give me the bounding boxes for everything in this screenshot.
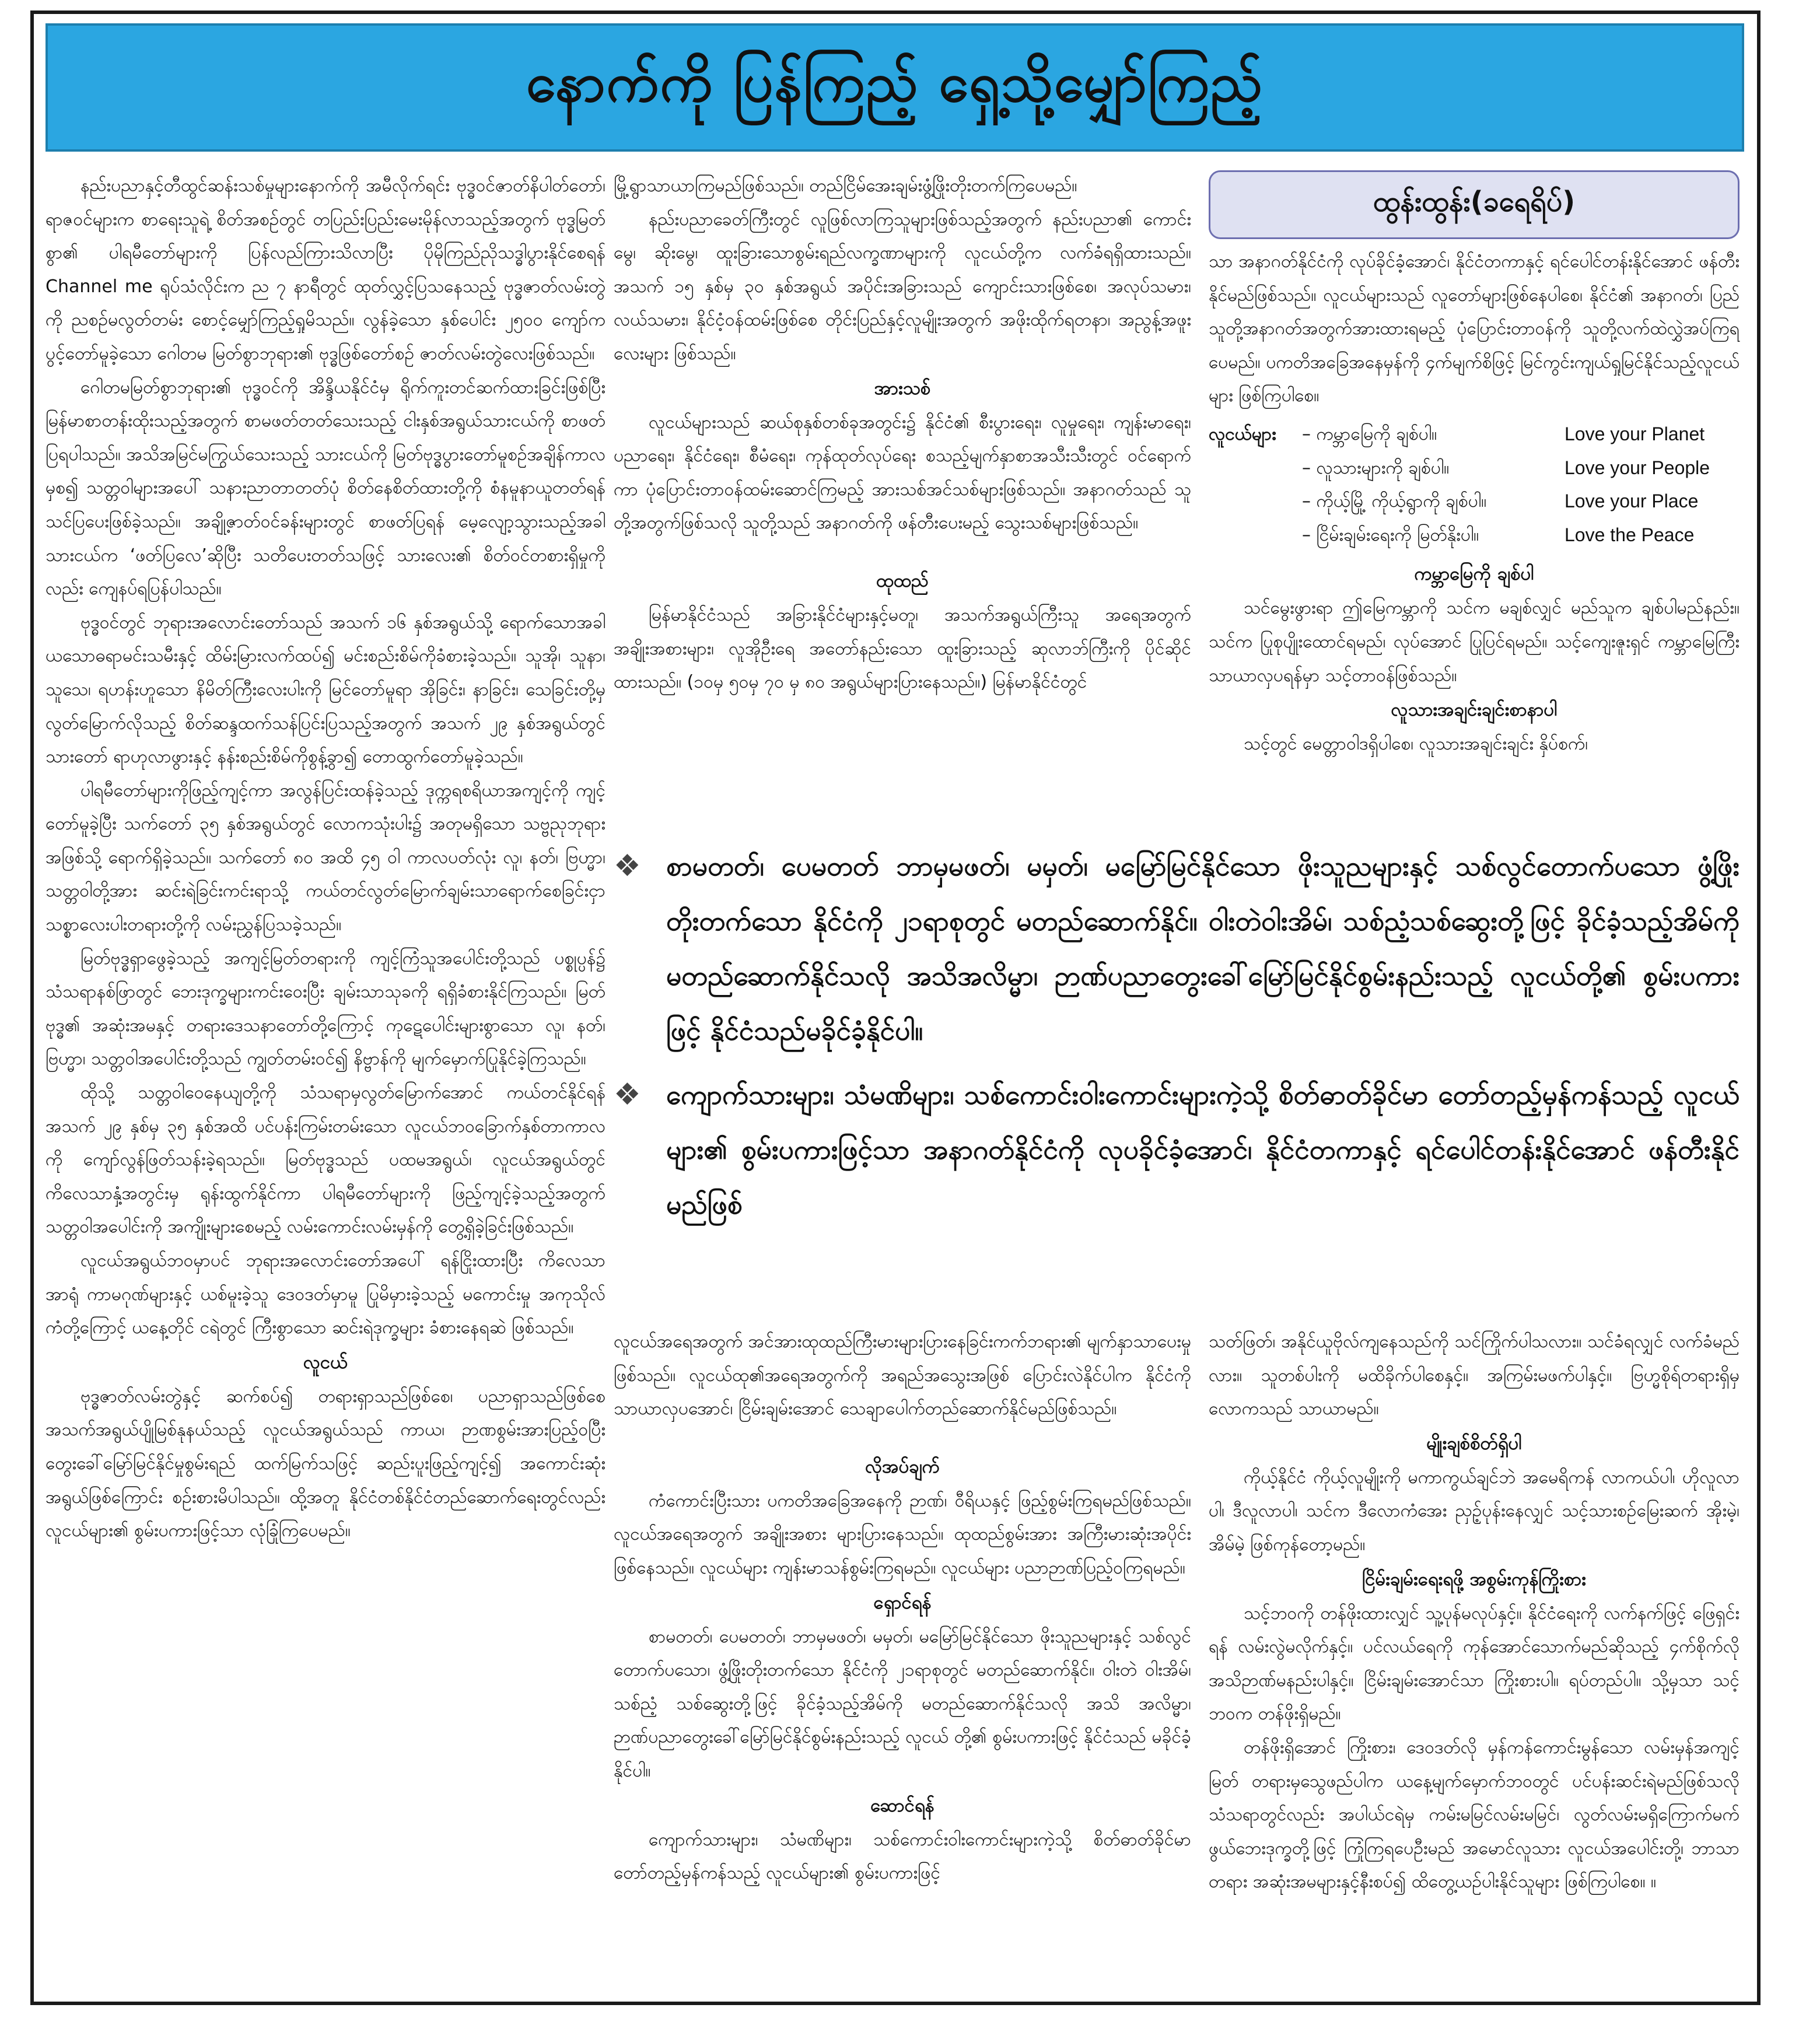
paragraph: မြန်မာနိုင်ငံသည် အခြားနိုင်ငံများနှင့်မတူ၊ အသက်အရွယ်ကြီးသူ အရေအတွက် အချိုးအစားများ၊ လူအိုဦးရေ အတော်နည်းသော ထူးခြားသည့် ဆုလာဘ်ကြီးကို ပိုင်ဆိုင်ထားသည်။ (၁၀မှ ၅၀မှ ၇၀ မှ ၈၀ အရွယ်များပြားနေသည်။) မြန်မာနိုင်ငံတွင် [614, 604, 1191, 693]
slogan-my: – ငြိမ်းချမ်းရေးကို မြတ်နိုးပါ။ [1302, 524, 1479, 545]
diamond-bullet-icon: ❖ [614, 849, 641, 884]
pull-quote [614, 839, 1740, 1320]
pull-quote-item [614, 1067, 1740, 1232]
slogan-row [1209, 485, 1740, 518]
slogan-en: Love your People [1564, 457, 1710, 478]
column-2 [614, 169, 1191, 834]
slogan-my: – ကမ္ဘာမြေကို ချစ်ပါ။ [1302, 423, 1437, 444]
slogan-my: – ကိုယ့်မြို့ ကိုယ့်ရွာကို ချစ်ပါ။ [1302, 491, 1487, 512]
paragraph: သင်မွေးဖွားရာ ဤမြေကမ္ဘာကို သင်က မချစ်လျှင် မည်သူက ချစ်ပါမည်နည်း။ သင်က ပြုစုပျိုးထောင်ရမည်၊ လုပ်အောင် ပြုပြင်ရမည်။ သင့်ကျေးဇူးရှင် ကမ္ဘာမြေကြီး သာယာလှပရန်မှာ သင့်တာဝန်ဖြစ်သည်။ [1209, 598, 1740, 686]
paragraph: ပါရမီတော်များကိုဖြည့်ကျင့်ကာ အလွန်ပြင်းထန်ခဲ့သည့် ဒုက္ကရစရိယာအကျင့်ကို ကျင့်တော်မူခဲ့ပြီး သက်တော် ၃၅ နှစ်အရွယ်တွင် လောကသုံးပါး၌ အတုမရှိသော သဗ္ဗညုဘုရားအဖြစ်သို့ ရောက်ရှိခဲ့သည်။ သက်တော် ၈၀ အထိ ၄၅ ဝါ ကာလပတ်လုံး လူ၊ နတ်၊ ဗြဟ္မာ၊ သတ္တဝါတို့အား ဆင်းရဲခြင်းကင်းရာသို့ ကယ်တင်လွတ်မြောက်ချမ်းသာရောက်စေခြင်းငှာ သစ္စာလေးပါးတရားတို့ကို လမ်းညွှန်ပြသခဲ့သည်။ [46, 780, 606, 935]
page-title: နောက်ကို ပြန်ကြည့် ရှေ့သို့မျှော်ကြည့် [526, 51, 1264, 114]
paragraph: ဂေါတမမြတ်စွာဘုရား၏ ဗုဒ္ဓဝင်ကို အိန္ဒိယနိုင်ငံမှ ရိုက်ကူးတင်ဆက်ထားခြင်းဖြစ်ပြီး မြန်မာစာတန်းထိုးသည့်အတွက် စာမဖတ်တတ်သေးသည့် ငါးနှစ်အရွယ်သားငယ်ကို စာဖတ်ပြရပါသည်။ အသိအမြင်မကြွယ်သေးသည့် သားငယ်ကို မြတ်ဗုဒ္ဓပွားတော်မူစဉ်အချိန်ကာလမှစ၍ သတ္တဝါများအပေါ် သနားညာတာတတ်ပုံ စိတ်နေစိတ်ထားတို့ကို စံနမူနာယူတတ်ရန် သင်ပြပေးဖြစ်ခဲ့သည်။ အချို့ဇာတ်ဝင်ခန်းများတွင် စာဖတ်ပြရန် မေ့လျော့သွားသည့်အခါ သားငယ်က ‘ဖတ်ပြလေ’ဆိုပြီး သတိပေးတတ်သဖြင့် သားလေး၏ စိတ်ဝင်တစားရှိမှုကိုလည်း ကျေနပ်ရပြန်ပါသည်။ [46, 377, 606, 600]
section-heading-earth: ကမ္ဘာမြေကို ချစ်ပါ [1414, 563, 1534, 585]
paragraph: စာမတတ်၊ ပေမတတ်၊ ဘာမှမဖတ်၊ မမှတ်၊ မမြော်မြင်နိုင်သော ဖိုးသူညများနှင့် သစ်လွင်တောက်ပသော၊ ဖွံ့ဖြိုးတိုးတက်သော နိုင်ငံကို ၂၁ရာစုတွင် မတည်ဆောက်နိုင်။ ဝါးတဲ ဝါးအိမ်၊ သစ်ညံ့ သစ်ဆွေးတို့ဖြင့် ခိုင်ခံ့သည့်အိမ်ကို မတည်ဆောက်နိုင်သလို အသိ အလိမ္မာ၊ ဉာဏ်ပညာတွေးခေါ်မြော်မြင်နိုင်စွမ်းနည်းသည့် လူငယ် တို့၏ စွမ်းပကားဖြင့် နိုင်ငံသည် မခိုင်ခံ့နိုင်ပါ။ [614, 1626, 1191, 1781]
slogan-lead: လူငယ်များ [1209, 423, 1276, 444]
slogan-row [1209, 451, 1740, 485]
title-banner [46, 23, 1744, 152]
paragraph: သာ အနာဂတ်နိုင်ငံကို လုပ်ခိုင်ခံ့အောင်၊ နိုင်ငံတကာနှင့် ရင်ပေါင်တန်းနိုင်အောင် ဖန်တီးနိုင်မည်ဖြစ်သည်။ လူငယ်များသည် လူတော်များဖြစ်နေပါစေ၊ နိုင်ငံ၏ အနာဂတ်၊ ပြည်သူတို့အနာဂတ်အတွက်အားထားရမည့် ပုံပြောင်းတာဝန်ကို သူတို့လက်ထဲလွှဲအပ်ကြရပေမည်။ ပကတိအခြေအနေမှန်ကို ၄က်မျက်စိဖြင့် မြင်ကွင်းကျယ်ရှုမြင်နိုင်သည့်လူငယ်များ ဖြစ်ကြပါစေ။ [1209, 251, 1740, 406]
paragraph: လူငယ်များသည် ဆယ်စုနှစ်တစ်ခုအတွင်း၌ နိုင်ငံ၏ စီးပွားရေး၊ လူမှုရေး၊ ကျန်းမာရေး၊ ပညာရေး၊ နိုင်ငံရေး၊ စီမံရေး၊ ကုန်ထုတ်လုပ်ရေး စသည့်မျက်နှာစာအသီးသီးတွင် ဝင်ရောက်ကာ ပုံပြောင်းတာဝန်ထမ်းဆောင်ကြမည့် အားသစ်အင်သစ်များဖြစ်သည်။ အနာဂတ်သည် သူတို့အတွက်ဖြစ်သလို သူတို့သည် အနာဂတ်ကို ဖန်တီးပေးမည့် သွေးသစ်များဖြစ်သည်။ [614, 412, 1191, 534]
column-3 [1209, 245, 1740, 834]
paragraph: လူငယ်အရေအတွက် အင်အားထုထည်ကြီးမားများပြားနေခြင်းကက်ဘရား၏ မျက်နှာသာပေးမှုဖြစ်သည်။ လူငယ်ထု၏အရေအတွက်ကို အရည်အသွေးအဖြစ် ပြောင်းလဲနိုင်ပါက နိုင်ငံကို သာယာလှပအောင်၊ ငြိမ်းချမ်းအောင် သေချာပေါက်တည်ဆောက်နိုင်မည်ဖြစ်သည်။ [614, 1331, 1191, 1420]
paragraph: ထိုသို့ သတ္တဝါဝေနေယျတို့ကို သံသရာမှလွတ်မြောက်အောင် ကယ်တင်နိုင်ရန် အသက် ၂၉ နှစ်မှ ၃၅ နှစ်အထိ ပင်ပန်းကြမ်းတမ်းသော လူငယ်ဘဝခြောက်နှစ်တာကာလကို ကျော်လွန်ဖြတ်သန်းခဲ့ရသည်။ မြတ်ဗုဒ္ဓသည် ပထမအရွယ်၊ လူငယ်အရွယ်တွင် ကိလေသာနှံ့အတွင်းမှ ရုန်းထွက်နိုင်ကာ ပါရမီတော်များကို ဖြည့်ကျင့်ခဲ့သည့်အတွက် သတ္တဝါအပေါင်းကို အကျိုးများစေမည့် လမ်းကောင်းလမ်းမှန်ကို တွေ့ရှိခဲ့ခြင်းဖြစ်သည်။ [46, 1082, 606, 1238]
section-heading-avoid: ရှောင်ရန် [873, 1592, 932, 1613]
column-5 [1209, 1325, 1740, 1990]
author-name: ထွန်းထွန်း(ခရေရိပ်) [1373, 185, 1576, 218]
paragraph: သတ်ဖြတ်၊ အနိုင်ယူဗိုလ်ကျနေသည်ကို သင်ကြိုက်ပါသလား။ သင်ခံရလျှင် လက်ခံမည်လား။ သူတစ်ပါးကို မထိခိုက်ပါစေနှင့်။ အကြမ်းမဖက်ပါနှင့်။ ဗြဟ္မစိုရ်တရားရှိမှ လောကသည် သာယာမည်။ [1209, 1331, 1740, 1420]
paragraph: ဗုဒ္ဓဇာတ်လမ်းတွဲနှင့် ဆက်စပ်၍ တရားရှာသည်ဖြစ်စေ၊ ပညာရှာသည်ဖြစ်စေ အသက်အရွယ်ပျိုမြစ်နုနယ်သည့် လူငယ်အရွယ်သည် ကာယ၊ ဉာဏစွမ်းအားပြည့်ဝပြီး တွေးခေါ်မြော်မြင်နိုင်မှုစွမ်းရည် ထက်မြက်သဖြင့် ဆည်းပူးဖြည့်ကျင့်၍ အကောင်းဆုံးအရွယ်ဖြစ်ကြောင်း စဉ်းစားမိပါသည်။ ထို့အတူ နိုင်ငံတစ်နိုင်ငံတည်ဆောက်ရေးတွင်လည်း လူငယ်များ၏ စွမ်းပကားဖြင့်သာ လုံခြုံကြပေမည်။ [46, 1386, 606, 1541]
pull-quote-text: စာမတတ်၊ ပေမတတ် ဘာမှမဖတ်၊ မမှတ်၊ မမြော်မြင်နိုင်သော ဖိုးသူညများနှင့် သစ်လွင်တောက်ပသော ဖွံ့ဖြိုးတိုးတက်သော နိုင်ငံကို ၂၁ရာစုတွင် မတည်ဆောက်နိုင်။ ဝါးတဲဝါးအိမ်၊ သစ်ညံ့သစ်ဆွေးတို့ဖြင့် ခိုင်ခံ့သည့်အိမ်ကို မတည်ဆောက်နိုင်သလို အသိအလိမ္မာ၊ ဉာဏ်ပညာတွေးခေါ်မြော်မြင်နိုင်စွမ်းနည်းသည့် လူငယ်တို့၏ စွမ်းပကားဖြင့် နိုင်ငံသည်မခိုင်ခံ့နိုင်ပါ။ [666, 850, 1740, 1046]
pull-quote-text: ကျောက်သားများ၊ သံမဏိများ၊ သစ်ကောင်းဝါးကောင်းများကဲ့သို့ စိတ်ဓာတ်ခိုင်မာ တော်တည့်မှန်ကန်သည့် လူငယ်များ၏ စွမ်းပကားဖြင့်သာ အနာဂတ်နိုင်ငံကို လုပခိုင်ခံ့အောင်၊ နိုင်ငံတကာနှင့် ရင်ပေါင်တန်းနိုင်အောင် ဖန်တီးနိုင်မည်ဖြစ် [666, 1079, 1740, 1220]
section-heading-peace: ငြိမ်းချမ်းရေးရဖို့ အစွမ်းကုန်ကြိုးစား [1362, 1568, 1587, 1590]
paragraph: ဗုဒ္ဓဝင်တွင် ဘုရားအလောင်းတော်သည် အသက် ၁၆ နှစ်အရွယ်သို့ ရောက်သောအခါ ယသောဓရာမင်းသမီးနှင့် ထိမ်းမြားလက်ထပ်၍ မင်းစည်းစိမ်ကိုခံစားခဲ့သည်။ သူအို၊ သူနာ၊ သူသေ၊ ရဟန်းဟူသော နိမိတ်ကြီးလေးပါးကို မြင်တော်မူရာ အိုခြင်း၊ နာခြင်း၊ သေခြင်းတို့မှ လွတ်မြောက်လိုသည့် စိတ်ဆန္ဒထက်သန်ပြင်းပြသည့်အတွက် အသက် ၂၉ နှစ်အရွယ်တွင် သားတော် ရာဟုလာဖွားနှင့် နန်းစည်းစိမ်ကိုစွန့်ခွာ၍ တောထွက်တော်မူခဲ့သည်။ [46, 612, 606, 768]
paragraph: နည်းပညာခေတ်ကြီးတွင် လူဖြစ်လာကြသူများဖြစ်သည့်အတွက် နည်းပညာ၏ ကောင်းမွေ၊ ဆိုးမွေ၊ ထူးခြားသောစွမ်းရည်လက္ခဏာများကို လူငယ်တို့က လက်ခံရရှိထားသည်။ အသက် ၁၅ နှစ်မှ ၃၀ နှစ်အရွယ် အပိုင်းအခြားသည် ကျောင်းသားဖြစ်စေ၊ အလုပ်သမား၊ လယ်သမား၊ နိုင်ငံ့ဝန်ထမ်းဖြစ်စေ တိုင်းပြည်နှင့်လူမျိုးအတွက် အဖိုးထိုက်ရတနာ၊ အညွန့်အဖူးလေးများ ဖြစ်သည်။ [614, 209, 1191, 364]
section-heading-volume: ထုထည် [876, 570, 929, 591]
diamond-bullet-icon: ❖ [614, 1077, 641, 1112]
paragraph: ကံကောင်းပြီးသား ပကတိအခြေအနေကို ဉာဏ်၊ ဝီရိယနှင့် ဖြည့်စွမ်းကြရမည်ဖြစ်သည်။ လူငယ်အရေအတွက် အချိုးအစား များပြားနေသည်။ ထုထည်စွမ်းအား အကြီးမားဆုံးအပိုင်းဖြစ်နေသည်။ လူငယ်များ ကျန်းမာသန်စွမ်းကြရမည်။ လူငယ်များ ပညာဉာဏ်ပြည့်ဝကြရမည်။ [614, 1490, 1191, 1578]
column-4 [614, 1325, 1191, 1990]
slogan-my: – လူသားများကို ချစ်ပါ။ [1302, 457, 1450, 478]
author-box [1209, 170, 1740, 239]
section-heading-people: လူသားအချင်းချင်းစာနာပါ [1391, 699, 1558, 721]
slogan-row [1209, 518, 1740, 552]
paragraph: တန်ဖိုးရှိအောင် ကြိုးစား၊ ဒေဝဒတ်လို မှန်ကန်ကောင်းမွန်သော လမ်းမှန်အကျင့်မြတ် တရားမှသွေဖည်ပါက ယနေ့မျက်မှောက်ဘဝတွင် ပင်ပန်းဆင်းရဲမည်ဖြစ်သလို သံသရာတွင်လည်း အပါယ်ငရဲမှ ကမ်းမမြင်လမ်းမမြင်၊ လွတ်လမ်းမရှိကြောက်မက်ဖွယ်ဘေးဒုက္ခတို့ဖြင့် ကြုံကြရပေဦးမည် အမောင်လူသား လူငယ်အပေါင်းတို့၊ ဘာသာ တရား အဆုံးအမများနှင့်နီးစပ်၍ ထိတွေ့ယဉ်ပါးနိုင်သူများ ဖြစ်ကြပါစေ။ ။ [1209, 1737, 1740, 1893]
paragraph: လူငယ်အရွယ်ဘဝမှာပင် ဘုရားအလောင်းတော်အပေါ် ရန်ငြိုးထားပြီး ကိလေသာအာရုံ ကာမဂုဏ်များနှင့် ယစ်မူးခဲ့သူ ဒေဝဒတ်မှာမူ ပြုမိမှားခဲ့သည့် မကောင်းမှု အကုသိုလ်ကံတို့ကြောင့် ယနေ့တိုင် ငရဲတွင် ကြီးစွာသော ဆင်းရဲဒုက္ခများ ခံစားနေရဆဲ ဖြစ်သည်။ [46, 1250, 606, 1338]
slogan-en: Love the Peace [1564, 524, 1695, 545]
section-heading-new-strength: အားသစ် [874, 377, 931, 399]
pull-quote-item [614, 839, 1740, 1058]
paragraph: ကိုယ့်နိုင်ငံ ကိုယ့်လူမျိုးကို မကာကွယ်ချင်ဘဲ အမေရိကန် လာကယ်ပါ၊ ဟိုလူလာပါ၊ ဒီလူလာပါ၊ သင်က ဒီလောကံအေး ညှဉ့်ပုန်းနေလျှင် သင့်သားစဉ်မြေးဆက် အိုးမဲ့၊ အိမ်မဲ့ ဖြစ်ကုန်တော့မည်။ [1209, 1467, 1740, 1555]
slogan-list [1209, 418, 1740, 552]
column-1 [46, 169, 606, 1995]
paragraph: နည်းပညာနှင့်တီထွင်ဆန်းသစ်မှုများနောက်ကို အမီလိုက်ရင်း ဗုဒ္ဓဝင်ဇာတ်နိပါတ်တော်၊ ရာဇဝင်များက စာရေးသူရဲ့ စိတ်အစဉ်တွင် တပြည်းပြည်းမေးမိုန်လာသည့်အတွက် ဗုဒ္ဓမြတ်စွာ၏ ပါရမီတော်များကို ပြန်လည်ကြားသိလာပြီး ပိုမိုကြည်ညိုသဒ္ဓါပွားနိုင်စေရန် Channel me ရုပ်သံလိုင်းက ည ၇ နာရီတွင် ထုတ်လွှင့်ပြသနေသည့် ဗုဒ္ဓဇာတ်လမ်းတွဲကို ညစဉ်မလွတ်တမ်း စောင့်မျှော်ကြည့်ရှုမိသည်။ လွန်ခဲ့သော နှစ်ပေါင်း ၂၅၀၀ ကျော်က ပွင့်တော်မူခဲ့သော ဂေါတမ မြတ်စွာဘုရား၏ ဗုဒ္ဓဖြစ်တော်စဉ် ဇာတ်လမ်းတွဲလေးဖြစ်သည်။ [46, 176, 606, 364]
paragraph: သင့်ဘဝကို တန်ဖိုးထားလျှင် သူ့ပုန်မလုပ်နှင့်။ နိုင်ငံရေးကို လက်နက်ဖြင့် ဖြေရှင်းရန် လမ်းလွဲမလိုက်နှင့်။ ပင်လယ်ရေကို ကုန်အောင်သောက်မည်ဆိုသည့် ၄က်စိုက်လို အသိဉာဏ်မနည်းပါနှင့်။ ငြိမ်းချမ်းအောင်သာ ကြိုးစားပါ။ ရပ်တည်ပါ။ သို့မှသာ သင့်ဘဝက တန်ဖိုးရှိမည်။ [1209, 1603, 1740, 1725]
slogan-en: Love your Place [1564, 490, 1699, 512]
section-heading-needs: လိုအပ်ချက် [865, 1456, 940, 1477]
section-heading-do: ဆောင်ရန် [870, 1795, 935, 1816]
slogan-row [1209, 418, 1740, 451]
paragraph: မြို့ရွာသာယာကြမည်ဖြစ်သည်။ တည်ငြိမ်အေးချမ်းဖွံ့ဖြိုးတိုးတက်ကြပေမည်။ [614, 176, 1077, 196]
section-heading-youth: လူငယ် [303, 1351, 348, 1373]
paragraph: မြတ်ဗုဒ္ဓရှာဖွေခဲ့သည့် အကျင့်မြတ်တရားကို ကျင့်ကြံသူအပေါင်းတို့သည် ပစ္စုပ္ပန်၌ သံသရာနစ်ဖြာတွင် ဘေးဒုက္ခများကင်းဝေးပြီး ချမ်းသာသုခကို ရရှိခံစားနိုင်ကြသည်။ မြတ်ဗုဒ္ဓ၏ အဆုံးအမနှင့် တရားဒေသနာတော်တို့ကြောင့် ကုဋေပေါင်းများစွာသော လူ၊ နတ်၊ ဗြဟ္မာ၊ သတ္တဝါအပေါင်းတို့သည် ကျွတ်တမ်းဝင်၍ နိဗ္ဗာန်ကို မျက်မှောက်ပြုနိုင်ခဲ့ကြသည်။ [46, 948, 606, 1070]
paragraph: သင့်တွင် မေတ္တာဝါဒရှိပါစေ၊ လူသားအချင်းချင်း နှိပ်စက်၊ [1244, 734, 1588, 755]
section-heading-patriotism: မျိုးချစ်စိတ်ရှိပါ [1426, 1432, 1522, 1454]
paragraph: ကျောက်သားများ၊ သံမဏိများ၊ သစ်ကောင်းဝါးကောင်းများကဲ့သို့ စိတ်ဓာတ်ခိုင်မာ တော်တည့်မှန်ကန်သည့် လူငယ်များ၏ စွမ်းပကားဖြင့် [614, 1829, 1191, 1884]
slogan-en: Love your Planet [1564, 423, 1705, 444]
